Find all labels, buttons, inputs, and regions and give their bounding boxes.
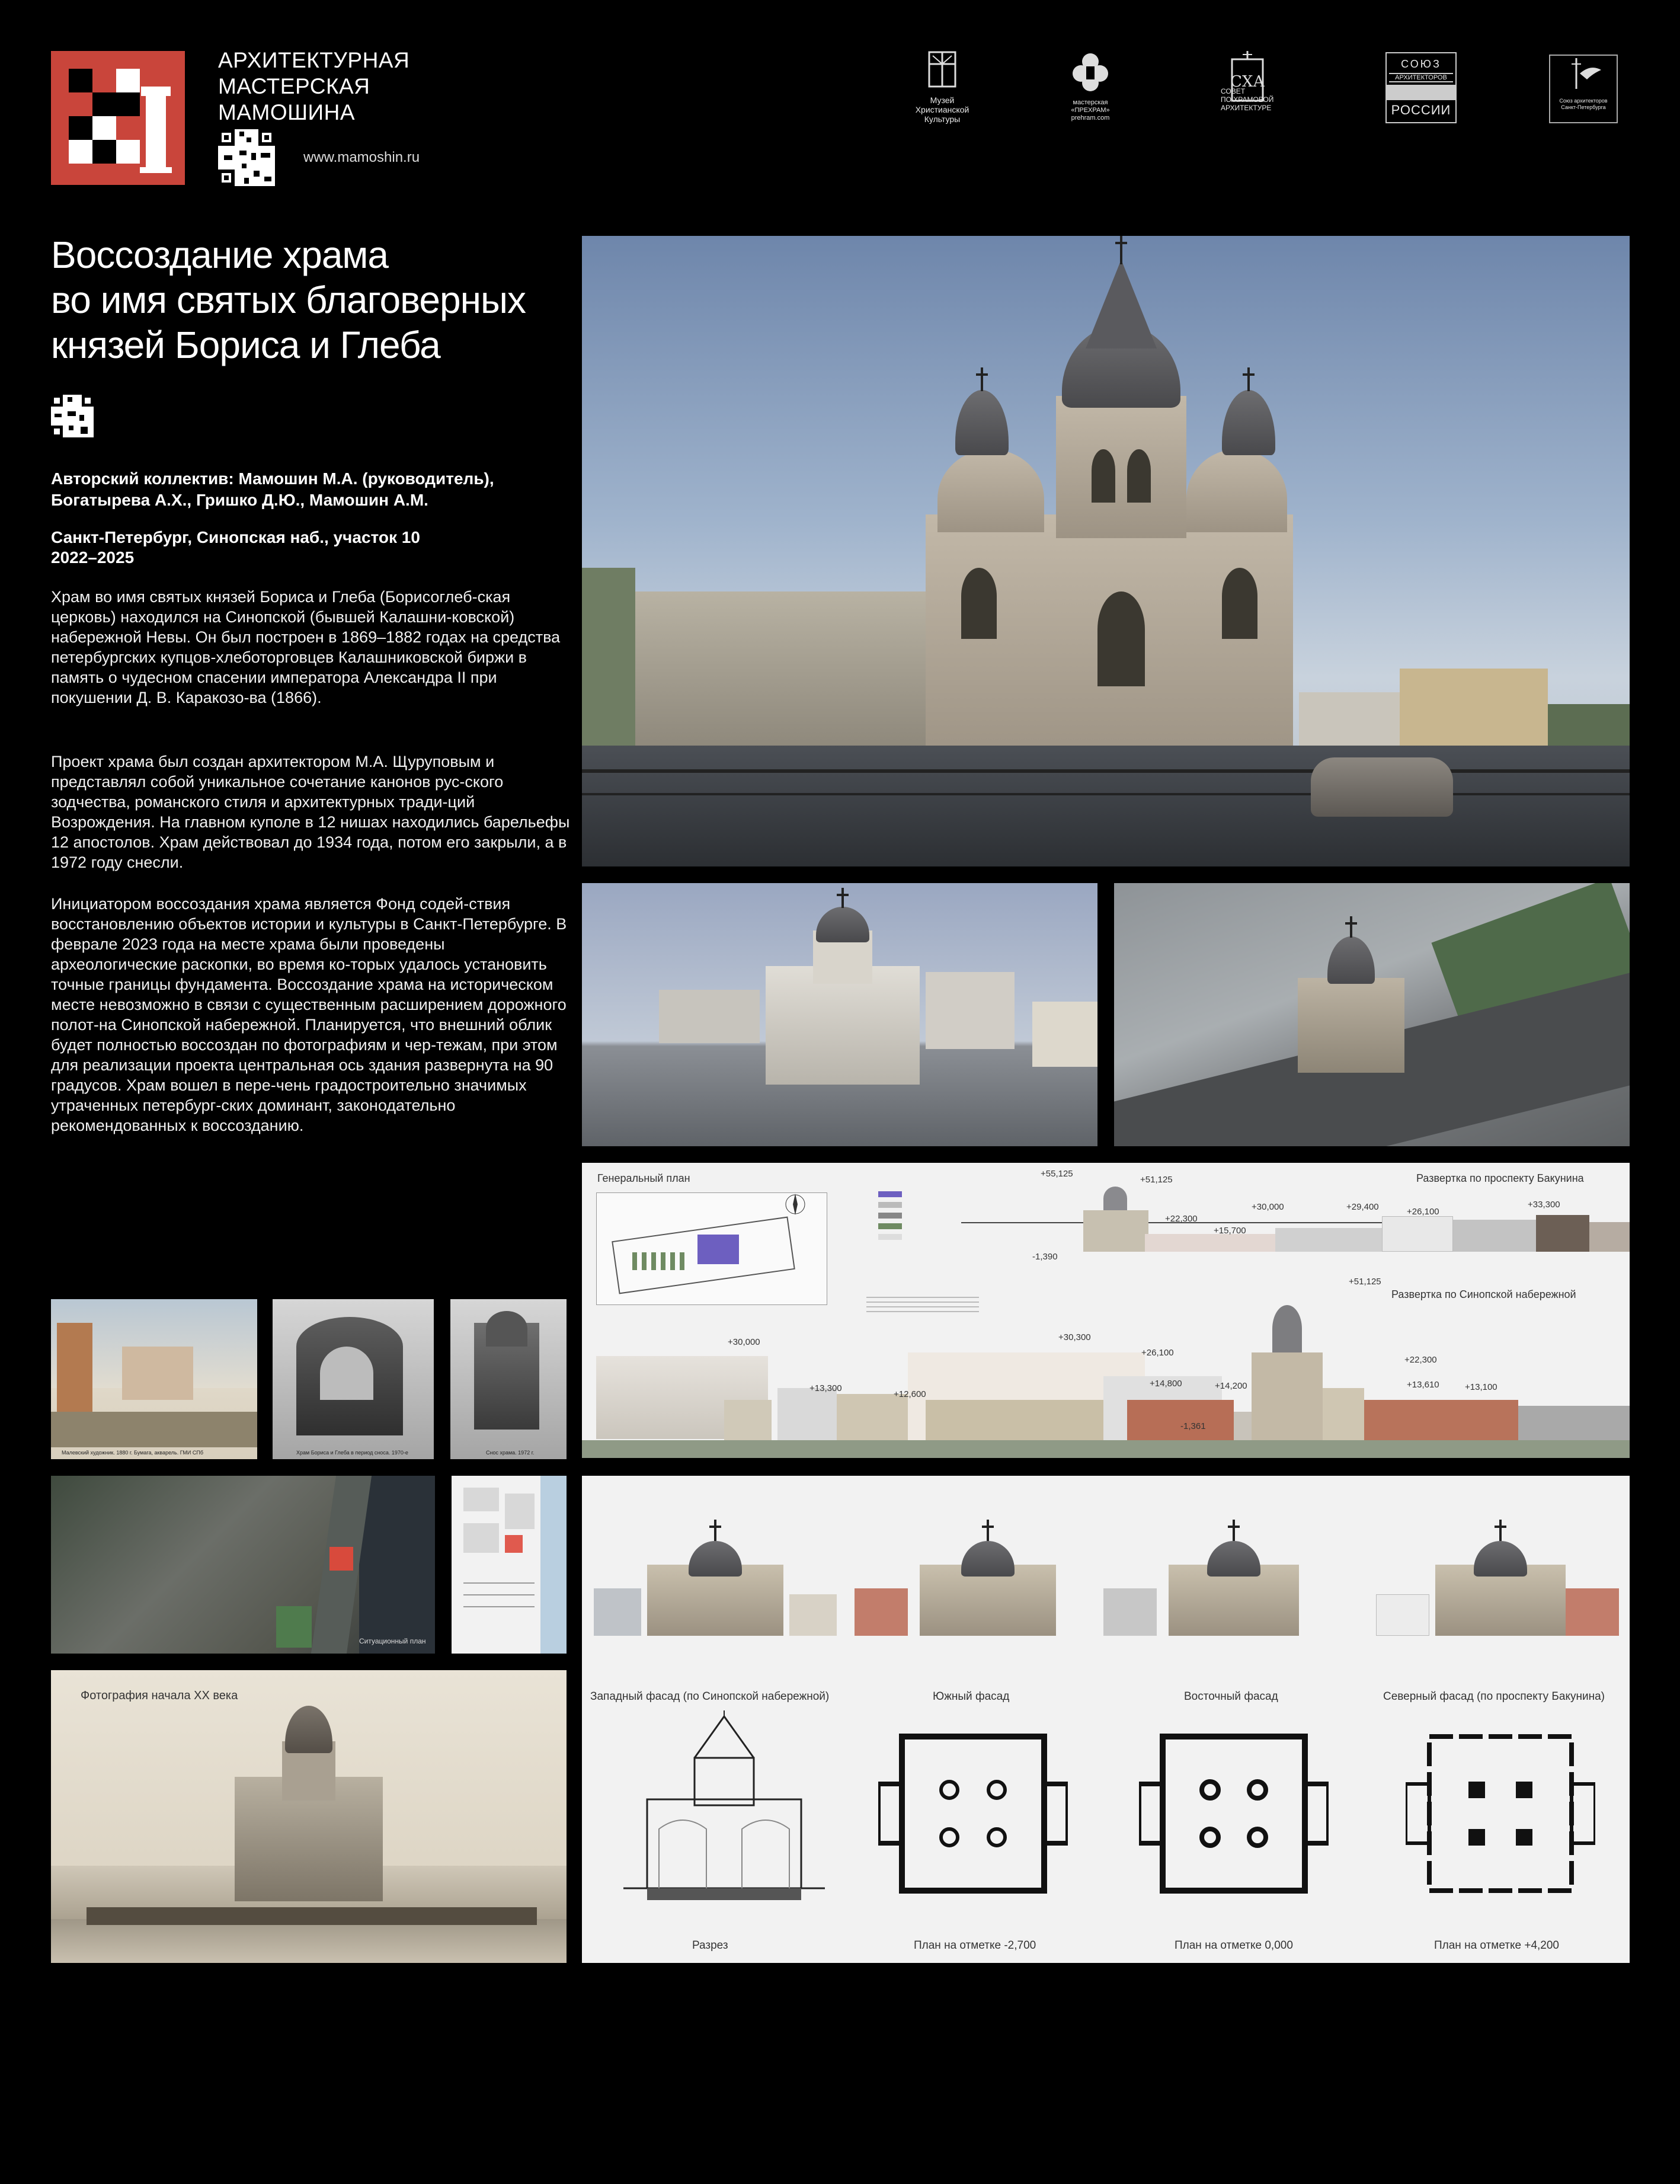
authors-line: Богатырева А.Х., Гришко Д.Ю., Мамошин А.М. — [51, 491, 428, 509]
background-building — [606, 591, 949, 746]
elevation-building — [926, 1400, 1103, 1441]
cross-icon — [1120, 236, 1122, 264]
prechram-logo-icon — [1067, 51, 1114, 92]
main-spire — [1086, 260, 1157, 348]
logo-block — [116, 69, 140, 92]
trees — [1548, 704, 1630, 746]
title-line: Воссоздание храма — [51, 234, 388, 276]
description-paragraph-3: Инициатором воссоздания храма является Фонд содей-ствия восстановлению объектов истории и культуры в Санкт-Петербурге. В феврале 2023 года на месте храма были проведены археологические раскопки, во время ко-торых удалось установить точные границы фундамента. Воссоздание храма на историческом месте невозможно в связи с существенным расширением дорожного полот-на Синопской набережной. Планируется, что внешний облик будет полностью воссоздан по фотографиям и чер-тежам, при этом для реализации проекта центральная ось здания развернута на 90 градусов. Храм вошел в пере-чень градостроительно значимых утраченных петербург-ских доминант, законодательно рекомендованных к воссозданию. — [51, 895, 567, 1134]
partner-caption: АРХИТЕКТОРОВ — [1389, 73, 1453, 82]
historic-demolition-photo-2 — [450, 1299, 567, 1459]
road — [582, 746, 1630, 866]
situation-plan — [452, 1476, 567, 1654]
elevation-mark: +13,300 — [809, 1383, 842, 1393]
historic-caption: Снос храма. 1972 г. — [486, 1450, 535, 1456]
ruin-opening — [320, 1347, 373, 1400]
partner-museum — [901, 50, 984, 124]
partner-caption: АРХИТЕКТУРЕ — [1221, 104, 1272, 112]
studio-logo — [51, 51, 185, 185]
facade-label: Южный фасад — [933, 1690, 1010, 1703]
elevation-building — [1589, 1222, 1630, 1252]
elevation-building — [1382, 1216, 1453, 1252]
logo-block — [92, 92, 116, 116]
cross-icon — [1350, 916, 1352, 938]
elevation-mark: -1,361 — [1180, 1421, 1206, 1431]
plan-label: План на отметке -2,700 — [914, 1939, 1036, 1952]
main-dome — [285, 1706, 332, 1753]
church-elevation — [1083, 1210, 1148, 1252]
partner-caption: мастерская — [1073, 99, 1108, 106]
arch-window — [1097, 591, 1145, 686]
main-dome — [816, 907, 869, 942]
partner-caption: Культуры — [924, 114, 961, 124]
plan-legend-table — [866, 1293, 979, 1341]
elevation-building — [724, 1400, 772, 1441]
facade-label: Северный фасад (по проспекту Бакунина) — [1383, 1690, 1605, 1703]
historic-caption: Малевский художник. 1880 г. Бумага, акварель. ГМИ СПб — [62, 1450, 203, 1456]
facade-label: Западный фасад (по Синопской набережной) — [590, 1690, 830, 1703]
logo-block — [116, 140, 140, 164]
plan-label: План на отметке +4,200 — [1434, 1939, 1559, 1952]
elevation-mark: +51,125 — [1349, 1277, 1381, 1287]
cross-icon — [841, 888, 844, 908]
partner-caption: СОЮЗ — [1401, 58, 1441, 70]
description-paragraph-1: Храм во имя святых князей Бориса и Глеба (Борисоглеб-ская церковь) находился на Синопской (бывшей Калашни-ковской) набережной Невы. Он был построен в 1869–1882 годах на средства петербургских купцов-хлеботорговцев Калашниковской биржи в память о чудесном спасении императора Александра II при покушении Д. В. Каракозо-ва (1866). — [51, 588, 561, 706]
ruined-dome — [486, 1311, 527, 1347]
elevation-mark: +12,600 — [894, 1389, 926, 1399]
background-building — [1299, 692, 1406, 746]
logo-block — [69, 116, 92, 140]
website-qr-code[interactable] — [218, 129, 275, 186]
park — [276, 1606, 312, 1648]
cross-icon — [981, 367, 983, 391]
elevation-building — [1323, 1388, 1364, 1441]
logo-block — [92, 140, 116, 164]
arch-window — [961, 568, 997, 639]
historic-caption: Храм Бориса и Глеба в период сноса. 1970-е — [296, 1450, 408, 1456]
facade-east — [1103, 1529, 1346, 1636]
church-footprint — [697, 1235, 739, 1264]
plan-drawing-plus-4200 — [1406, 1725, 1595, 1902]
elevation-mark: +55,125 — [1041, 1169, 1073, 1179]
facade-south — [855, 1529, 1092, 1636]
church-body — [1298, 978, 1404, 1073]
logo-block — [116, 92, 140, 116]
church-elevation — [1252, 1352, 1323, 1441]
logo-block — [69, 140, 92, 164]
historic-watercolor — [51, 1299, 257, 1459]
elevation-bakunina-label: Развертка по проспекту Бакунина — [1416, 1172, 1584, 1184]
church — [122, 1347, 193, 1400]
elevation-mark: +22,300 — [1165, 1214, 1198, 1224]
plan-legend — [878, 1187, 973, 1305]
elevation-building — [1536, 1215, 1589, 1252]
plan-drawing-minus-2700 — [878, 1725, 1068, 1902]
logo-block — [92, 116, 116, 140]
old-photo-label: Фотография начала XX века — [81, 1689, 238, 1702]
partner-caption: СОВЕТ — [1221, 87, 1246, 95]
elevation-mark: +30,300 — [1058, 1332, 1091, 1342]
side-dome — [955, 390, 1009, 455]
facade-west — [594, 1529, 837, 1636]
website-link[interactable]: www.mamoshin.ru — [303, 149, 420, 165]
elevation-building — [1275, 1228, 1382, 1252]
title-line: во имя святых благоверных — [51, 279, 526, 321]
trees — [632, 1252, 686, 1270]
authors-line: Авторский коллектив: Мамошин М.А. (руководитель), — [51, 469, 494, 488]
description-paragraph-2: Проект храма был создан архитектором М.А. Щуруповым и представлял собой уникальное сочетание канонов рус-ского зодчества, романского стиля и архитектурных тради-ций Возрождения. На главном куполе в 12 нишах находились барельефы 12 апостолов. Храм действовал до 1934 года, потом его закрыли, а в 1972 году снесли. — [51, 753, 570, 871]
elevation-mark: +14,800 — [1150, 1379, 1182, 1389]
spb-union-logo-icon — [1560, 56, 1607, 91]
situation-plan-label: Ситуационный план — [359, 1637, 426, 1645]
studio-name-line: МАМОШИНА — [218, 100, 356, 124]
church-site-marker — [505, 1535, 523, 1553]
river — [51, 1919, 567, 1963]
embankment-trees — [582, 1440, 1630, 1458]
aerial-render — [1114, 883, 1630, 1146]
plan-and-elevations-panel — [582, 1163, 1630, 1458]
column-capital-icon — [141, 87, 171, 96]
church-dome — [1272, 1305, 1302, 1352]
project-location — [51, 527, 572, 568]
title-line: князей Бориса и Глеба — [51, 324, 440, 366]
main-render — [582, 236, 1630, 866]
plan-label: Разрез — [692, 1939, 728, 1952]
partner-architects-union — [1385, 52, 1457, 123]
museum-logo-icon — [924, 50, 960, 89]
historic-demolition-photo — [273, 1299, 434, 1459]
elevation-mark: +15,700 — [1214, 1226, 1246, 1236]
address: Санкт-Петербург, Синопская наб., участок 10 — [51, 528, 420, 546]
svg-text:СХА: СХА — [1230, 73, 1265, 91]
background-building — [1032, 1002, 1097, 1067]
north-arrow-icon — [783, 1192, 807, 1216]
project-qr-code[interactable] — [51, 395, 94, 437]
elevation-sinop-label: Развертка по Синопской набережной — [1391, 1288, 1576, 1300]
section-drawing — [623, 1710, 825, 1906]
side-dome — [1222, 390, 1275, 455]
facade-label: Восточный фасад — [1184, 1690, 1278, 1703]
church-gable — [1186, 449, 1287, 532]
partner-caption: ПО ХРАМОВОЙ — [1221, 95, 1274, 104]
arch-window — [1127, 449, 1151, 503]
elevation-building — [1518, 1406, 1630, 1441]
church-gable — [937, 449, 1044, 532]
cross-icon — [1247, 367, 1250, 391]
arch-window — [1092, 449, 1115, 503]
church-dome — [1103, 1187, 1127, 1210]
plan-label: План на отметке 0,000 — [1175, 1939, 1293, 1952]
background-building — [659, 990, 760, 1043]
elevation-building — [1453, 1220, 1536, 1252]
elevation-building — [1145, 1234, 1275, 1252]
elevation-mark: +14,200 — [1215, 1381, 1247, 1391]
elevation-mark: +30,000 — [728, 1337, 760, 1347]
column-base-icon — [140, 167, 172, 173]
partner-caption: Союз архитекторов — [1559, 98, 1608, 104]
fence — [582, 769, 1630, 773]
elevation-mark: +26,100 — [1141, 1348, 1174, 1358]
elevation-building — [1364, 1400, 1518, 1441]
river — [540, 1476, 567, 1654]
church-drum — [1056, 396, 1186, 538]
fence — [582, 793, 1630, 795]
street-render — [582, 883, 1097, 1146]
old-photograph — [51, 1670, 567, 1963]
logo-block — [69, 69, 92, 92]
elevation-mark: +22,300 — [1404, 1355, 1437, 1365]
elevation-mark: +30,000 — [1252, 1202, 1284, 1212]
partner-caption: Санкт-Петербурга — [1561, 104, 1606, 110]
studio-name — [218, 47, 550, 126]
elevation-building — [1127, 1400, 1234, 1441]
elevation-mark: +33,300 — [1528, 1200, 1560, 1210]
studio-name-line: АРХИТЕКТУРНАЯ МАСТЕРСКАЯ — [218, 48, 410, 98]
elevation-building — [777, 1388, 837, 1441]
elevation-mark: +13,100 — [1465, 1382, 1497, 1392]
authors — [51, 468, 572, 511]
elevation-mark: +13,610 — [1407, 1380, 1439, 1390]
partner-prechram — [1049, 51, 1132, 122]
trees — [582, 568, 635, 746]
elevation-building — [837, 1394, 908, 1441]
satellite-photo — [51, 1476, 435, 1654]
main-dome — [1327, 936, 1375, 984]
car — [1311, 757, 1453, 817]
church-site-marker — [329, 1547, 353, 1571]
elevation-mark: +26,100 — [1407, 1207, 1439, 1217]
plan-drawing-0000 — [1139, 1725, 1329, 1902]
elevation-mark: +29,400 — [1346, 1202, 1379, 1212]
arch-window — [1222, 568, 1257, 639]
barges — [87, 1907, 537, 1925]
facade-north — [1376, 1529, 1619, 1636]
embankment — [51, 1412, 257, 1447]
river — [359, 1476, 435, 1654]
facades-and-plans-panel — [582, 1476, 1630, 1963]
years: 2022–2025 — [51, 548, 135, 567]
partner-spb-union — [1549, 55, 1618, 123]
church-body — [766, 966, 920, 1085]
page-title — [51, 232, 572, 367]
partner-sha-council — [1197, 51, 1298, 112]
partner-caption: Музей — [930, 95, 955, 105]
partner-caption: РОССИИ — [1391, 103, 1451, 117]
column-shaft-icon — [146, 96, 166, 167]
elevation-mark: +51,125 — [1140, 1175, 1173, 1185]
background-building — [1400, 669, 1548, 746]
partner-caption: prehram.com — [1071, 114, 1110, 121]
background-building — [926, 972, 1015, 1049]
partner-caption: Христианской — [915, 105, 969, 114]
general-plan-label: Генеральный план — [597, 1172, 690, 1184]
partner-caption: «ПРЕХРАМ» — [1071, 107, 1110, 114]
elevation-mark: -1,390 — [1032, 1252, 1058, 1262]
